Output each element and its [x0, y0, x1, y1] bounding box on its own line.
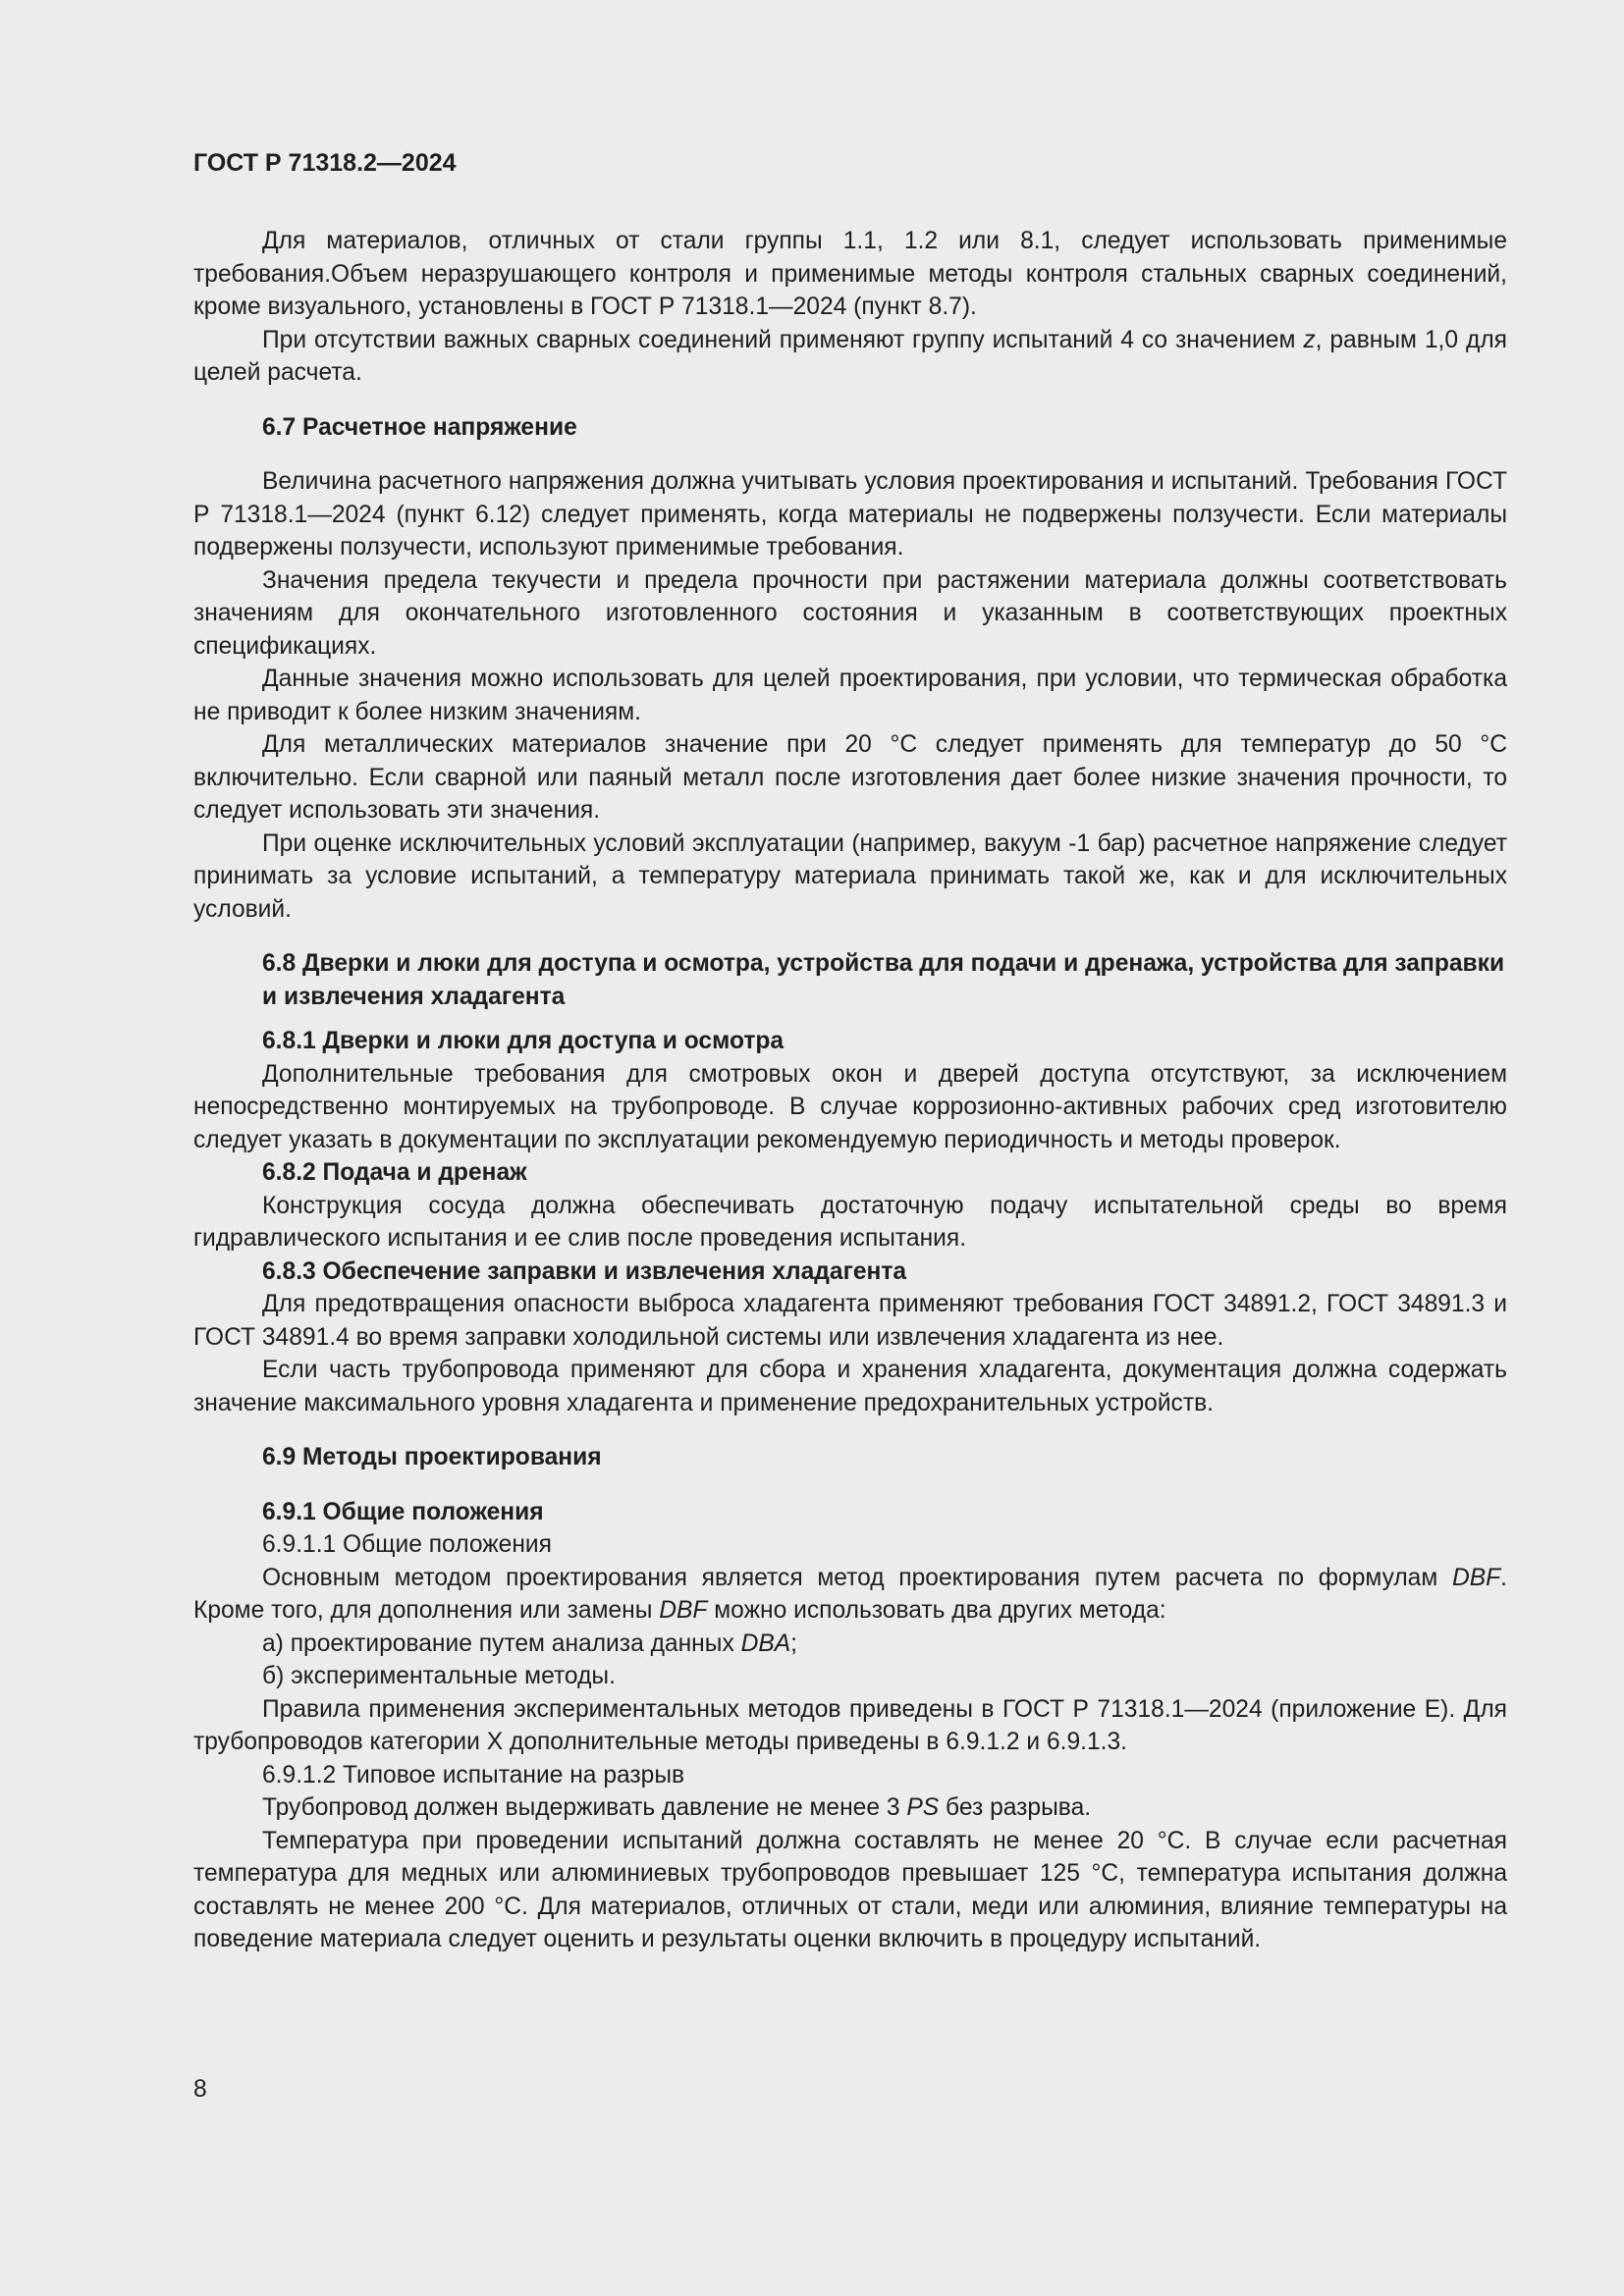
term-ps: PS — [906, 1794, 940, 1821]
list-item: а) проектирование путем анализа данных DBA; — [262, 1629, 797, 1657]
subsection-heading-6-8-3: 6.8.3 Обеспечение заправки и извлечения хладагента — [262, 1257, 907, 1285]
paragraph: Для металлических материалов значение при 20 °C следует применять для температур до 50 °C включительно. Если сварной или паяный металл после изготовления дает более низкие значения прочности, то следует использовать эти значения. — [193, 731, 1507, 824]
paragraph: Основным методом проектирования является метод проектирования путем расчета по формулам DBF. Кроме того, для дополнения или замены DBF можно использовать два других метода: — [193, 1564, 1507, 1624]
paragraph: Конструкция сосуда должна обеспечивать достаточную подачу испытательной среды во время гидравлического испытания и ее слив после проведения испытания. — [193, 1192, 1507, 1252]
variable-z: z — [1303, 326, 1316, 353]
paragraph: Если часть трубопровода применяют для сбора и хранения хладагента, документация должна содержать значение максимального уровня хладагента и применение предохранительных устройств. — [193, 1357, 1507, 1416]
document-page — [193, 147, 1507, 1956]
page-number: 8 — [193, 2076, 207, 2103]
section-heading-6-9: 6.9 Методы проектирования — [262, 1444, 602, 1470]
paragraph: Величина расчетного напряжения должна учитывать условия проектирования и испытаний. Требования ГОСТ Р 71318.1—2024 (пункт 6.12) следует применять, когда материалы не подвержены ползучести. Если материалы подвержены ползучести, используют применимые требования. — [193, 468, 1507, 561]
clause-heading-6-9-1-1: 6.9.1.1 Общие положения — [262, 1531, 552, 1558]
clause-heading-6-9-1-2: 6.9.1.2 Типовое испытание на разрыв — [262, 1761, 685, 1789]
paragraph: Правила применения экспериментальных методов приведены в ГОСТ Р 71318.1—2024 (приложение Е). Для трубопроводов категории X дополнительные методы приведены в 6.9.1.2 и 6.9.1.3. — [193, 1695, 1507, 1755]
list-item: б) экспериментальные методы. — [262, 1663, 616, 1689]
paragraph: Значения предела текучести и предела прочности при растяжении материала должны соответствовать значениям для окончательного изготовленного состояния и указанным в соответствующих проектных спецификациях. — [193, 566, 1507, 660]
section-heading-6-8: 6.8 Дверки и люки для доступа и осмотра, устройства для подачи и дренажа, устройства для заправки и извлечения хладагента — [262, 950, 1505, 1010]
term-dbf: DBF — [1451, 1564, 1501, 1591]
paragraph: Температура при проведении испытаний должна составлять не менее 20 °C. В случае если расчетная температура для медных или алюминиевых трубопроводов превышает 125 °C, температура испытания должна составлять не менее 200 °C. Для материалов, отличных от стали, меди или алюминия, влияние температуры на поведение материала следует оценить и результаты оценки включить в процедуру испытаний. — [193, 1827, 1507, 1952]
paragraph: Данные значения можно использовать для целей проектирования, при условии, что термическая обработка не приводит к более низким значениям. — [193, 666, 1507, 725]
term-dbf: DBF — [659, 1597, 708, 1624]
section-heading-6-7: 6.7 Расчетное напряжение — [262, 413, 577, 441]
paragraph: При отсутствии важных сварных соединений применяют группу испытаний 4 со значением z, равным 1,0 для целей расчета. — [193, 326, 1507, 386]
subsection-heading-6-8-2: 6.8.2 Подача и дренаж — [262, 1159, 527, 1186]
subsection-heading-6-9-1: 6.9.1 Общие положения — [262, 1498, 544, 1525]
term-dba: DBA — [740, 1629, 791, 1657]
paragraph: Трубопровод должен выдерживать давление не менее 3 PS без разрыва. — [262, 1794, 1092, 1821]
subsection-heading-6-8-1: 6.8.1 Дверки и люки для доступа и осмотра — [262, 1028, 785, 1054]
paragraph: Для предотвращения опасности выброса хладагента применяют требования ГОСТ 34891.2, ГОСТ 34891.3 и ГОСТ 34891.4 во время заправки холодильной системы или извлечения хладагента из нее. — [193, 1291, 1507, 1351]
paragraph: Дополнительные требования для смотровых окон и дверей доступа отсутствуют, за исключением непосредственно монтируемых на трубопроводе. В случае коррозионно-активных рабочих сред изготовителю следует указать в документации по эксплуатации рекомендуемую периодичность и методы проверок. — [193, 1060, 1507, 1153]
paragraph: При оценке исключительных условий эксплуатации (например, вакуум -1 бар) расчетное напряжение следует принимать за условие испытаний, а температуру материала принимать такой же, как и для исключительных условий. — [193, 829, 1507, 923]
document-code-header: ГОСТ Р 71318.2—2024 — [193, 149, 457, 177]
paragraph: Для материалов, отличных от стали группы 1.1, 1.2 или 8.1, следует использовать применимые требования.Объем неразрушающего контроля и применимые методы контроля стальных сварных соединений, кроме визуального, установлены в ГОСТ Р 71318.1—2024 (пункт 8.7). — [193, 228, 1507, 320]
